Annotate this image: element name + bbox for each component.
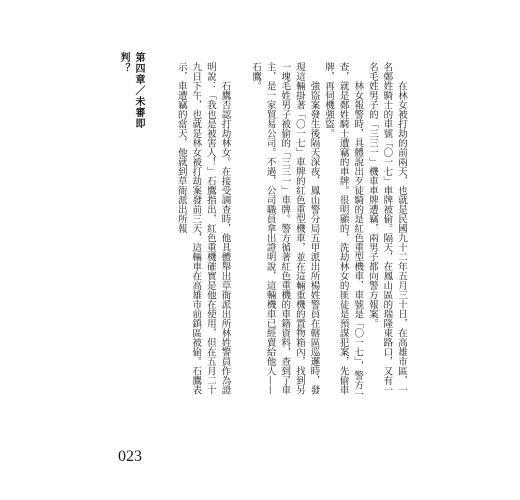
body-paragraph: 強盜案發生後隔天深夜，鳳山警分局五甲派出所楊姓警員在轄區巡邏時，發現這輛掛著「〇一七」車牌的紅色重型機車，並在這輛重機的置物箱內，找到另一塊毛姓男子被偷的「三三一」車牌。警方循著紅色重機的車籍資料，查到了車主，是一家貿易公司。不過，公司職員拿出證明說，這輛機車已經賣給他人——石鷹。 — [250, 62, 320, 395]
page-body — [170, 62, 408, 402]
body-paragraph: 石鷹否認打劫林女。在接受調查時，他具體舉出草衙派出所林姓警員作為證明說：「我也是被害人！」石鷹指出，紅色重機確實是他在使用，但在五月二十九日下午，也就是林女被打劫案發前三天，這輛車在高雄市前鎮區被偷。石鷹表示，車遭竊的當天，他就到草衙派出所報 — [175, 62, 231, 395]
body-paragraph: 在林女被打劫的前兩天，也就是民國九十二年五月三十日，在高雄市區，一名鄭姓騎士的車號「〇一七」車牌被偷。隔天，在鳳山區的瑞隆東路口，又有一名毛姓男子的「三三一」機車車牌遭竊，兩男子都向警方報案。 — [366, 62, 407, 395]
chapter-label: 第四章／未審即判？ — [118, 52, 144, 129]
page-number: 023 — [118, 448, 142, 465]
body-paragraph: 林女報警時，具體說出歹徒騎的是紅色重型機車，車號是「〇一七」，警方一查，就是鄭姓騎士遭竊的車牌。很明顯的，洗劫林女的匪徒是預謀犯案，先偷車牌，再伺機強盜。 — [323, 62, 364, 400]
